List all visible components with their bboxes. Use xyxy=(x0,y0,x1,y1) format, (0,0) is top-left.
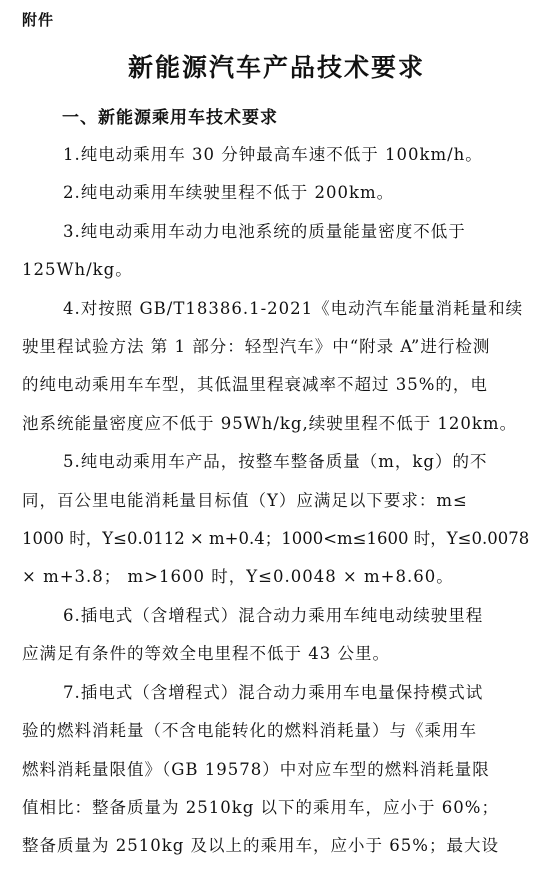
section-heading: 一、新能源乘用车技术要求 xyxy=(62,108,278,128)
requirement-paragraph-3 xyxy=(22,213,534,290)
paragraph-line: 6.插电式（含增程式）混合动力乘用车纯电动续驶里程 xyxy=(63,605,484,625)
requirement-paragraph-4 xyxy=(22,290,534,444)
paragraph-line: 驶里程试验方法 第 1 部分：轻型汽车》中“附录 A”进行检测 xyxy=(22,337,491,357)
paragraph-line: 2.纯电动乘用车续驶里程不低于 200km。 xyxy=(63,183,395,203)
paragraph-line: × m+3.8； m>1600 时，Y≤0.0048 × m+8.60。 xyxy=(22,567,454,587)
requirement-paragraph-5 xyxy=(22,443,534,597)
paragraph-line: 125Wh/kg。 xyxy=(22,260,133,280)
paragraph-line: 1000 时，Y≤0.0112 × m+0.4；1000<m≤1600 时，Y≤0.0078 xyxy=(22,529,530,549)
paragraph-line: 池系统能量密度应不低于 95Wh/kg,续驶里程不低于 120km。 xyxy=(22,413,518,433)
requirement-paragraph-7 xyxy=(22,674,534,866)
paragraph-line: 整备质量为 2510kg 及以上的乘用车，应小于 65%；最大设 xyxy=(22,836,499,856)
requirement-paragraph-2 xyxy=(22,174,534,212)
paragraph-line: 4.对按照 GB/T18386.1-2021《电动汽车能量消耗量和续 xyxy=(63,298,524,318)
paragraph-line: 验的燃料消耗量（不含电能转化的燃料消耗量）与《乘用车 xyxy=(22,721,477,741)
paragraph-line: 5.纯电动乘用车产品，按整车整备质量（m，kg）的不 xyxy=(63,452,488,472)
paragraph-line: 同，百公里电能消耗量目标值（Y）应满足以下要求：m≤ xyxy=(22,490,468,510)
paragraph-line: 值相比：整备质量为 2510kg 以下的乘用车，应小于 60%； xyxy=(22,797,499,817)
document-title: 新能源汽车产品技术要求 xyxy=(127,53,425,82)
attachment-label: 附件 xyxy=(22,11,55,29)
paragraph-line: 的纯电动乘用车车型，其低温里程衰减率不超过 35%的，电 xyxy=(22,375,488,395)
paragraph-line: 应满足有条件的等效全电里程不低于 43 公里。 xyxy=(22,644,390,664)
requirements-body xyxy=(22,136,534,866)
requirement-paragraph-6 xyxy=(22,597,534,674)
requirement-paragraph-1 xyxy=(22,136,534,174)
paragraph-line: 燃料消耗量限值》（GB 19578）中对应车型的燃料消耗量限 xyxy=(22,759,490,779)
paragraph-line: 7.插电式（含增程式）混合动力乘用车电量保持模式试 xyxy=(63,682,484,702)
paragraph-line: 3.纯电动乘用车动力电池系统的质量能量密度不低于 xyxy=(63,221,466,241)
paragraph-line: 1.纯电动乘用车 30 分钟最高车速不低于 100km/h。 xyxy=(63,145,483,164)
